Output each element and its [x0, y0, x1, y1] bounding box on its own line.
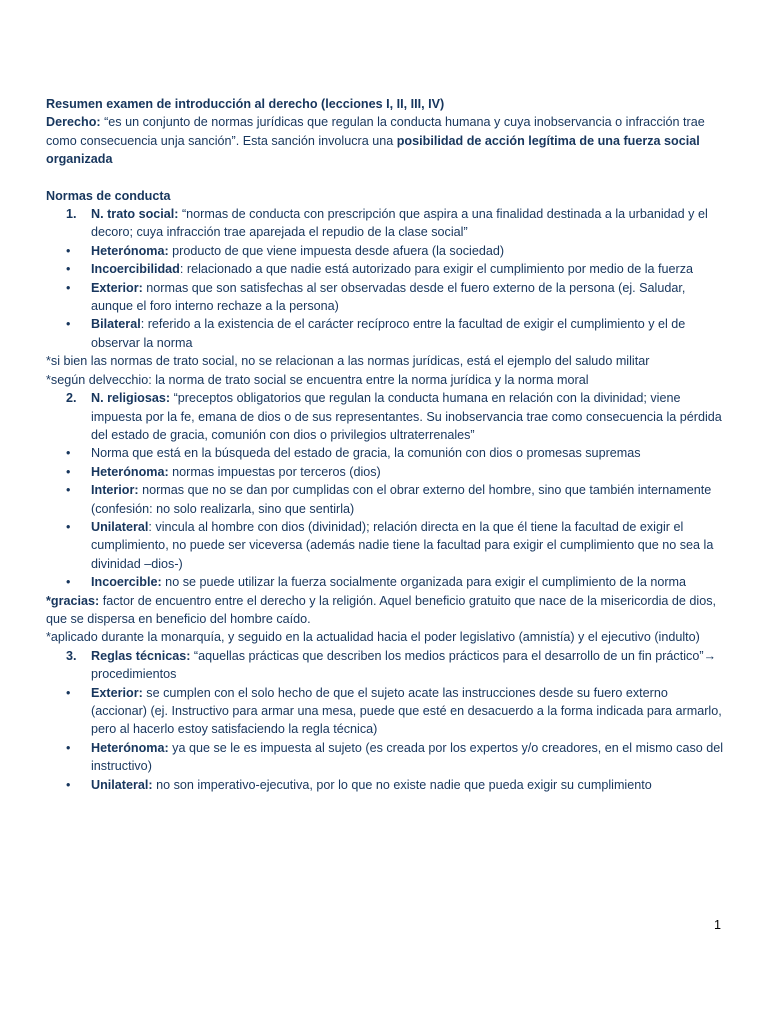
item-number: 1.: [66, 207, 77, 222]
item-text: “normas de conducta con prescripción que aspira a una finalidad destinada a la urbanidad y el decoro; cuya infracción trae aparejada el repudio de la clase social”: [91, 207, 708, 240]
bullet-item: • Heterónoma: producto de que viene impuesta desde afuera (la sociedad): [46, 242, 726, 260]
item-text: “preceptos obligatorios que regulan la conducta humana en relación con la divinidad; viene impuesta por la fe, emana de dios o de sus representantes. Su inobservancia trae como consecuencia la pérdida del estado de gracia, comunión con dios o privilegios ultraterrenales”: [91, 391, 722, 442]
bullet-item: • Interior: normas que no se dan por cumplidas con el obrar externo del hombre, sino que también internamente (confesión: no solo realizarla, sino que sentirla): [66, 483, 712, 516]
item-number: 3.: [66, 648, 77, 663]
numbered-item-2: [46, 389, 726, 444]
bullet-icon: •: [66, 777, 71, 792]
group-reglas-tecnicas: [46, 647, 726, 794]
bullet-item: • Incoercibilidad: relacionado a que nadie está autorizado para exigir el cumplimiento por medio de la fuerza: [46, 260, 726, 278]
bullet-icon: •: [66, 280, 71, 295]
note-line: *según delvecchio: la norma de trato social se encuentra entre la norma jurídica y la norma moral: [46, 372, 589, 387]
item-term: Reglas técnicas:: [91, 648, 191, 663]
bullet-icon: •: [66, 262, 71, 277]
note-line: *gracias: factor de encuentro entre el derecho y la religión. Aquel beneficio gratuito que nace de la misericordia de dios, que se dispersa en beneficio del hombre caído.: [46, 593, 716, 626]
section-heading: Normas de conducta: [46, 188, 171, 203]
note-line: *si bien las normas de trato social, no se relacionan a las normas jurídicas, está el ejemplo del saludo militar: [46, 354, 650, 369]
spacer: [46, 169, 726, 187]
item-text-after: procedimientos: [91, 667, 177, 682]
bullet-item: • Exterior: se cumplen con el solo hecho de que el sujeto acate las instrucciones desde su fuero externo (accionar) (ej. Instructivo para armar una mesa, puede que esté en desacuerdo a la forma indicada para armarlo, pero al hacerlo estoy satisfaciendo la regla técnica): [66, 685, 722, 737]
definition-paragraph: [46, 113, 726, 168]
bullet-item: • Unilateral: vincula al hombre con dios (divinidad); relación directa en la que él tiene la facultad de exigir el cumplimiento, no puede ser viceversa (además nadie tiene la facultad para exigir el cumplimiento que no sea la divinidad –dios-): [66, 519, 714, 571]
bullet-icon: •: [66, 519, 71, 534]
bullet-item: • Heterónoma: ya que se le es impuesta al sujeto (es creada por los expertos y/o creadores, en el mismo caso del instructivo): [66, 740, 724, 774]
bullet-item: • Unilateral: no son imperativo-ejecutiva, por lo que no existe nadie que pueda exigir su cumplimiento: [46, 776, 726, 794]
bullet-icon: •: [66, 464, 71, 479]
note-line: *aplicado durante la monarquía, y seguido en la actualidad hacia el poder legislativo (amnistía) y el ejecutivo (indulto): [46, 630, 700, 645]
arrow-right-icon: →: [703, 648, 717, 663]
definition-emphasis: posibilidad de acción legítima de una fuerza social organizada: [46, 133, 700, 167]
bullet-item: • Bilateral: referido a la existencia de el carácter recíproco entre la facultad de exigir el cumplimiento y el de observar la norma: [66, 317, 686, 350]
bullet-icon: •: [66, 446, 71, 461]
bullet-icon: •: [66, 685, 71, 700]
bullet-icon: •: [66, 483, 71, 498]
bullet-icon: •: [66, 740, 71, 755]
bullet-icon: •: [66, 243, 71, 258]
bullet-item: • Norma que está en la búsqueda del estado de gracia, la comunión con dios o promesas supremas: [46, 444, 726, 462]
document-body: [46, 95, 726, 794]
item-text: “aquellas prácticas que describen los medios prácticos para el desarrollo de un fin práctico”: [190, 648, 704, 663]
item-term: N. trato social:: [91, 207, 179, 222]
bullet-item: • Incoercible: no se puede utilizar la fuerza socialmente organizada para exigir el cumplimiento de la norma: [46, 573, 726, 591]
group-trato-social: [46, 205, 726, 352]
numbered-item-1: [46, 205, 726, 242]
item-term: N. religiosas:: [91, 391, 171, 406]
bullet-icon: •: [66, 575, 71, 590]
group-religiosas: [46, 389, 726, 591]
bullet-icon: •: [66, 317, 71, 332]
page-number: 1: [714, 918, 722, 932]
document-title: Resumen examen de introducción al derecho (lecciones I, II, III, IV): [46, 97, 445, 111]
bullet-item: • Heterónoma: normas impuestas por terceros (dios): [46, 463, 726, 481]
definition-text: “es un conjunto de normas jurídicas que regulan la conducta humana y cuya inobservancia o infracción trae como consecuencia unja sanción”. Esta sanción involucra una: [46, 115, 705, 148]
bullet-item: • Exterior: normas que son satisfechas al ser observadas desde el fuero externo de la persona (ej. Saludar, aunque el foro interno rechaze a la persona): [66, 280, 686, 314]
item-number: 2.: [66, 391, 77, 406]
numbered-item-3: [46, 647, 726, 684]
definition-term: Derecho:: [46, 115, 101, 130]
